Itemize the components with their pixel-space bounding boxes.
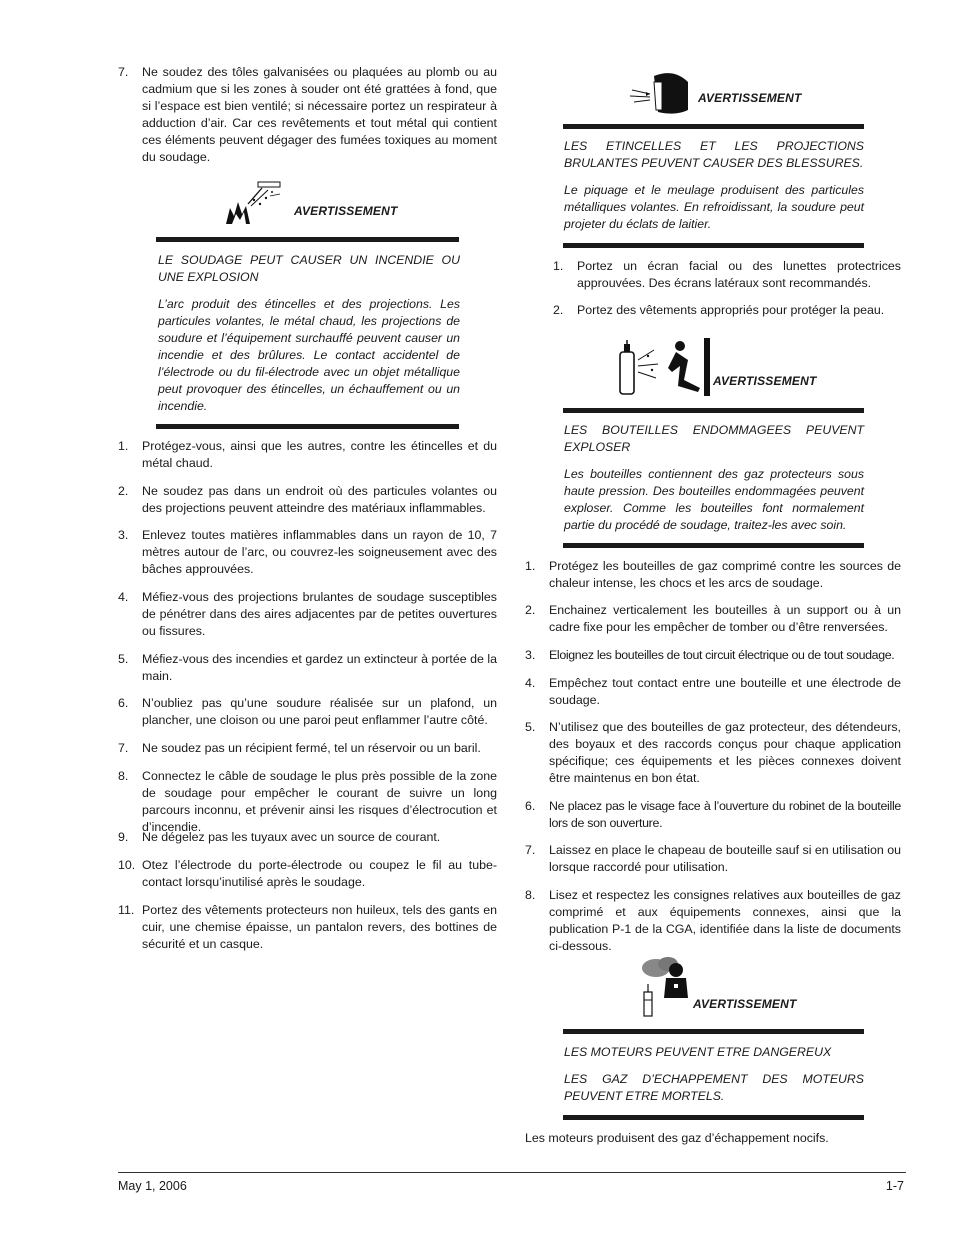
warning-rule-bottom [563,243,864,248]
warning-text-cylinder [564,422,864,534]
footer-date: May 1, 2006 [118,1179,187,1193]
welding-fire-icon [224,178,286,228]
welding-helmet-sparks-icon [628,70,692,118]
list-item: 1. Protégez-vous, ainsi que les autres, contre les étincelles et du métal chaud. [118,439,497,470]
list-item: 5. N’utilisez que des bouteilles de gaz protecteur, des détendeurs, des boyaux et des raccords conçus pour chaque application spécifique; ces équipements et les pièces connexes doivent être maintenus en bon état. [525,720,901,785]
closing-paragraph: Les moteurs produisent des gaz d’échappement nocifs. [525,1131,829,1145]
warning-header-sparks [628,70,828,126]
warning-header-cylinder [614,336,834,398]
warning-label: AVERTISSEMENT [693,997,797,1011]
warning-label: AVERTISSEMENT [698,91,802,105]
gas-cylinder-explosion-icon [614,336,712,398]
list-item: 1. Portez un écran facial ou des lunettes protectrices approuvées. Des écrans latéraux sont recommandés. [553,259,901,290]
warning-heading: LES MOTEURS PEUVENT ETRE DANGEREUX [564,1045,832,1059]
warning-rule-bottom [563,543,864,548]
warning-label: AVERTISSEMENT [713,374,817,388]
list-item: 8. Connectez le câble de soudage le plus près possible de la zone de soudage pour empêcher le courant de suivre un long parcours inconnu, et prévenir ainsi les risques d’électrocution et d’incendie. [118,769,497,834]
list-item: 10. Otez l’électrode du porte-électrode ou coupez le fil au tube-contact lorsqu’inutilisé après le soudage. [118,858,497,889]
warning-heading: LES ETINCELLES ET LES PROJECTIONS BRULANTES PEUVENT CAUSER DES BLESSURES. [564,139,864,170]
list-item: 7. Ne soudez pas un récipient fermé, tel un réservoir ou un baril. [118,741,481,755]
warning-text-fire [158,252,460,415]
warning-rule-top [563,1029,864,1034]
warning-body: Les bouteilles contiennent des gaz protecteurs sous haute pression. Des bouteilles endommagées peuvent exploser. Comme les bouteilles font normalement partie du procédé de soudage, traitez-les avec soin. [564,467,864,532]
list-item: 2. Portez des vêtements appropriés pour protéger la peau. [553,303,885,317]
engine-exhaust-icon [636,956,692,1020]
item-number: 7. [118,65,129,79]
warning-body: LES GAZ D’ECHAPPEMENT DES MOTEURS PEUVENT ETRE MORTELS. [564,1072,864,1103]
list-item: 7. Laissez en place le chapeau de bouteille sauf si en utilisation ou lorsque raccordé pour utilisation. [525,843,901,874]
list-item: 5. Méfiez-vous des incendies et gardez un extincteur à portée de la main. [118,652,497,683]
list-item: 6. N’oubliez pas qu’une soudure réalisée sur un plafond, un plancher, une cloison ou une paroi peut enflammer l’autre côté. [118,696,497,727]
footer-divider [118,1172,906,1173]
item-text: Ne soudez des tôles galvanisées ou plaquées au plomb ou au cadmium que si les zones à souder ont été grattées à fond, que si l’espace est bien ventilé; si nécessaire portez un respirateur à adduction d’air. Car ces revêtements et tout métal qui contient ces éléments peuvent dégager des fumées toxiques au moment du soudage. [142,65,497,164]
list-item [118,64,497,166]
page-number: 1-7 [885,1179,904,1193]
list-item: 3. Eloignez les bouteilles de tout circuit électrique ou de tout soudage. [525,648,895,662]
list-item: 6. Ne placez pas le visage face à l’ouverture du robinet de la bouteille lors de son ouverture. [525,799,901,830]
warning-rule-bottom [156,424,459,429]
warning-body: L’arc produit des étincelles et des projections. Les particules volantes, le métal chaud, les projections de soudure et l’équipement surchauffé peuvent causer un incendie et des brûlures. Le contact accidentel de l’électrode ou du fil-électrode avec un objet métallique peut provoquer des étincelles, un échauffement ou un incendie. [158,297,460,413]
warning-rule-top [156,237,459,242]
list-item: 3. Enlevez toutes matières inflammables dans un rayon de 10, 7 mètres autour de l’arc, ou couvrez-les soigneusement avec des bâches approuvées. [118,528,497,576]
list-item: 8. Lisez et respectez les consignes relatives aux bouteilles de gaz comprimé et aux équipements connexes, ainsi que la publication P-1 de la CGA, identifiée dans la liste de documents ci-dessous. [525,888,901,953]
warning-rule-top [563,408,864,413]
warning-text-engine [564,1044,864,1105]
list-item: 1. Protégez les bouteilles de gaz comprimé contre les sources de chaleur intense, les chocs et les arcs de soudage. [525,559,901,590]
list-item: 2. Enchainez verticalement les bouteilles à un support ou à un cadre fixe pour les empêcher de tomber ou d’être renversées. [525,603,901,634]
warning-body: Le piquage et le meulage produisent des particules métalliques volantes. En refroidissant, la soudure peut projeter du éclats de laitier. [564,183,864,231]
warning-heading: LES BOUTEILLES ENDOMMAGEES PEUVENT EXPLOSER [564,423,864,454]
warning-label: AVERTISSEMENT [294,204,398,218]
list-item: 4. Empêchez tout contact entre une bouteille et une électrode de soudage. [525,676,901,707]
warning-text-sparks [564,138,864,233]
list-item: 9. Ne dégelez pas les tuyaux avec un source de courant. [118,830,441,844]
warning-heading: LE SOUDAGE PEUT CAUSER UN INCENDIE OU UNE EXPLOSION [158,253,460,284]
warning-rule-top [563,124,864,129]
warning-rule-bottom [563,1115,864,1120]
list-item: 4. Méfiez-vous des projections brulantes de soudage susceptibles de pénétrer dans des aires adjacentes par de petites ouvertures ou fissures. [118,590,497,638]
list-item: 2. Ne soudez pas dans un endroit où des particules volantes ou des projections peuvent atteindre des matériaux inflammables. [118,484,497,515]
warning-header-engine [636,956,836,1020]
warning-header-fire [224,178,464,234]
list-item: 11. Portez des vêtements protecteurs non huileux, tels des gants en cuir, une chemise épaisse, un pantalon revers, des bottines de sécurité et un casque. [118,903,497,951]
